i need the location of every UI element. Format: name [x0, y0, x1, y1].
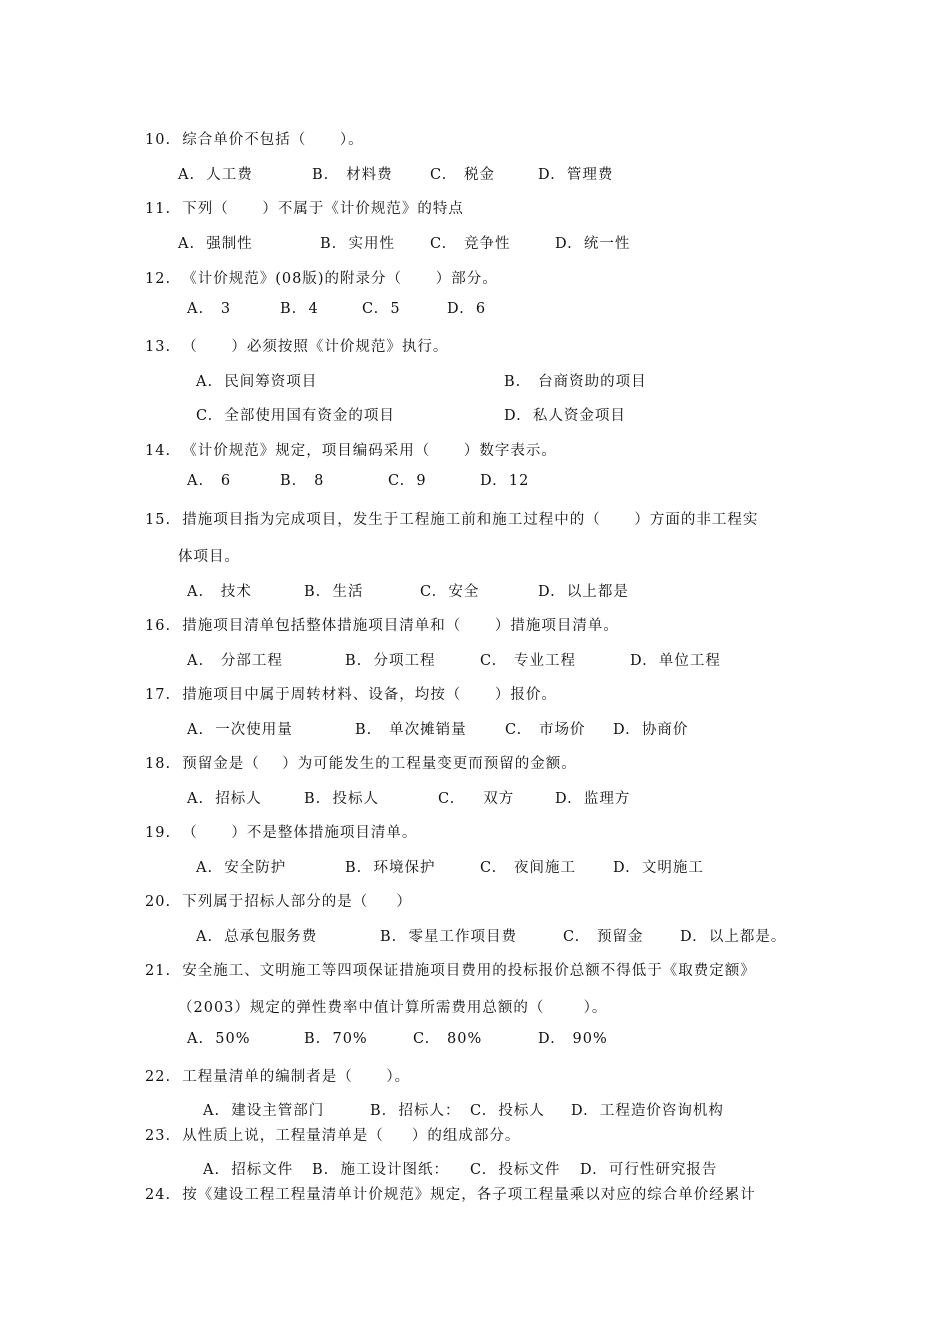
q19-option-c: C. 夜间施工: [480, 860, 577, 876]
q16-option-b: B. 分项工程: [345, 653, 436, 669]
question-22: 22. 工程量清单的编制者是（ ）。: [145, 1069, 411, 1085]
q18-option-c: C. 双方: [438, 791, 515, 807]
q14-option-c: C. 9: [388, 473, 427, 489]
q20-option-d: D. 以上都是。: [680, 929, 787, 945]
q15-option-b: B. 生活: [304, 584, 364, 600]
question-15-continuation: 体项目。: [178, 549, 240, 565]
q23-option-b: B. 施工设计图纸：: [312, 1162, 449, 1178]
question-14: 14. 《计价规范》规定，项目编码采用（ ）数字表示。: [145, 443, 557, 459]
q11-option-a: A. 强制性: [178, 236, 253, 252]
q10-option-a: A. 人工费: [178, 167, 253, 183]
question-12: 12. 《计价规范》(08版)的附录分（ ）部分。: [145, 271, 498, 287]
q15-option-c: C. 安全: [420, 584, 480, 600]
q14-option-d: D. 12: [480, 473, 530, 489]
q17-option-c: C. 市场价: [505, 722, 586, 738]
question-21: 21. 安全施工、文明施工等四项保证措施项目费用的投标报价总额不得低于《取费定额》: [145, 963, 756, 979]
q17-option-b: B. 单次摊销量: [355, 722, 467, 738]
q22-option-d: D. 工程造价咨询机构: [571, 1103, 724, 1119]
question-15: 15. 措施项目指为完成项目，发生于工程施工前和施工过程中的（ ）方面的非工程实: [145, 512, 759, 528]
question-17: 17. 措施项目中属于周转材料、设备，均按（ ）报价。: [145, 687, 557, 703]
question-21-continuation: （2003）规定的弹性费率中值计算所需费用总额的（ ）。: [178, 1000, 608, 1016]
q23-option-a: A. 招标文件: [203, 1162, 294, 1178]
q19-option-a: A. 安全防护: [196, 860, 287, 876]
q12-option-b: B. 4: [280, 301, 319, 317]
q13-option-b: B. 台商资助的项目: [504, 374, 647, 390]
q14-option-a: A. 6: [187, 473, 232, 489]
question-13: 13. （ ）必须按照《计价规范》执行。: [145, 339, 449, 355]
question-10: 10. 综合单价不包括（ ）。: [145, 132, 364, 148]
question-11: 11. 下列（ ）不属于《计价规范》的特点: [145, 201, 464, 217]
q22-option-b: B. 招标人：: [370, 1103, 461, 1119]
q21-option-a: A. 50%: [187, 1031, 251, 1047]
question-19: 19. （ ）不是整体措施项目清单。: [145, 825, 418, 841]
q22-option-a: A. 建设主管部门: [203, 1103, 325, 1119]
q22-option-c: C. 投标人: [470, 1103, 545, 1119]
q10-option-c: C. 税金: [430, 167, 496, 183]
q13-option-c: C. 全部使用国有资金的项目: [196, 408, 395, 424]
q11-option-c: C. 竞争性: [430, 236, 511, 252]
question-20: 20. 下列属于招标人部分的是（ ）: [145, 894, 412, 910]
q10-option-b: B. 材料费: [312, 167, 393, 183]
q21-option-d: D. 90%: [538, 1031, 608, 1047]
q16-option-c: C. 专业工程: [480, 653, 577, 669]
q20-option-a: A. 总承包服务费: [196, 929, 318, 945]
q18-option-a: A. 招标人: [187, 791, 262, 807]
question-16: 16. 措施项目清单包括整体措施项目清单和（ ）措施项目清单。: [145, 618, 619, 634]
q13-option-a: A. 民间筹资项目: [196, 374, 318, 390]
q20-option-c: C. 预留金: [563, 929, 644, 945]
q19-option-b: B. 环境保护: [345, 860, 436, 876]
q11-option-b: B. 实用性: [320, 236, 395, 252]
q23-option-d: D. 可行性研究报告: [580, 1162, 718, 1178]
q18-option-d: D. 监理方: [555, 791, 631, 807]
q10-option-d: D. 管理费: [538, 167, 614, 183]
q13-option-d: D. 私人资金项目: [504, 408, 626, 424]
question-24: 24. 按《建设工程工程量清单计价规范》规定，各子项工程量乘以对应的综合单价经累计: [145, 1187, 756, 1203]
q12-option-a: A. 3: [187, 301, 232, 317]
q11-option-d: D. 统一性: [555, 236, 631, 252]
q21-option-c: C. 80%: [413, 1031, 483, 1047]
q16-option-d: D. 单位工程: [630, 653, 721, 669]
q18-option-b: B. 投标人: [304, 791, 379, 807]
q16-option-a: A. 分部工程: [187, 653, 283, 669]
q17-option-a: A. 一次使用量: [187, 722, 293, 738]
q15-option-d: D. 以上都是: [538, 584, 629, 600]
q12-option-c: C. 5: [362, 301, 401, 317]
q15-option-a: A. 技术: [187, 584, 252, 600]
question-18: 18. 预留金是（ ）为可能发生的工程量变更而预留的金额。: [145, 756, 577, 772]
q14-option-b: B. 8: [280, 473, 325, 489]
q21-option-b: B. 70%: [304, 1031, 368, 1047]
q23-option-c: C. 投标文件: [470, 1162, 561, 1178]
q17-option-d: D. 协商价: [613, 722, 689, 738]
q19-option-d: D. 文明施工: [613, 860, 704, 876]
q20-option-b: B. 零星工作项目费: [380, 929, 517, 945]
q12-option-d: D. 6: [447, 301, 487, 317]
question-23: 23. 从性质上说，工程量清单是（ ）的组成部分。: [145, 1128, 521, 1144]
